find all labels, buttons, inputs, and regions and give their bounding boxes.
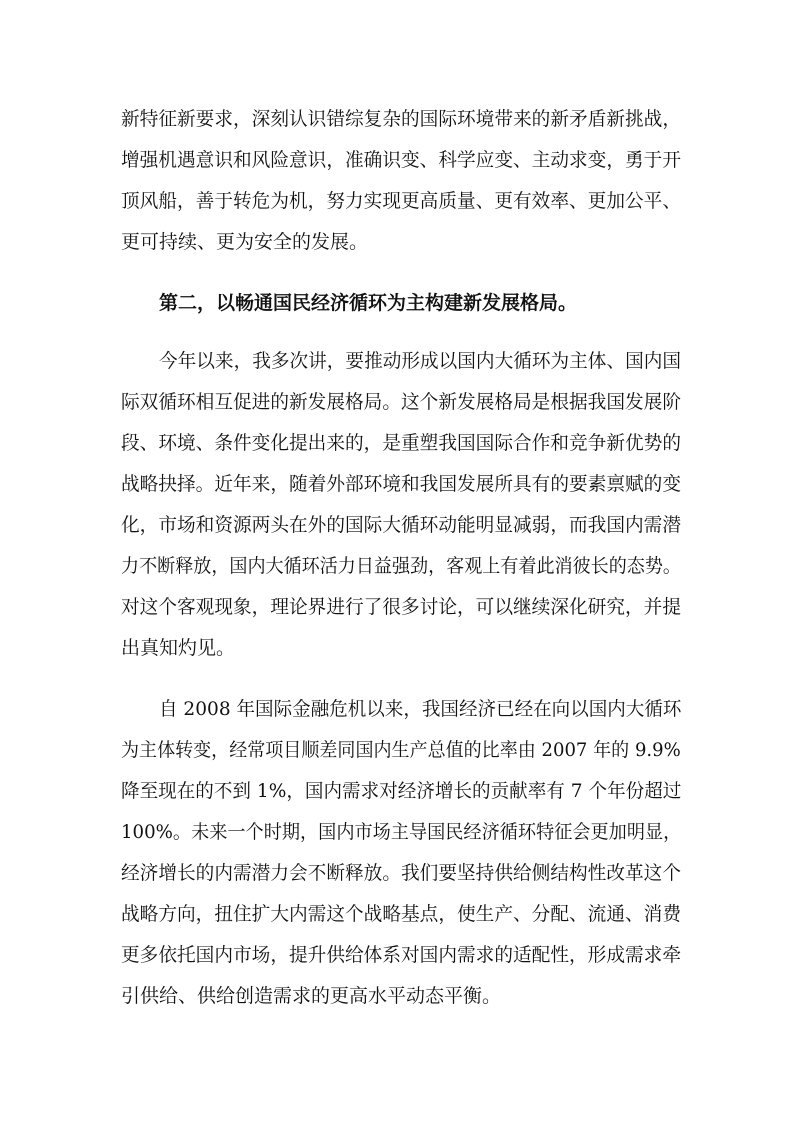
paragraph-3-line-4: 100%。未来一个时期，国内市场主导国民经济循环特征会更加明显， <box>121 821 682 843</box>
paragraph-2-line-7: 对这个客观现象，理论界进行了很多讨论，可以继续深化研究，并提 <box>121 596 682 618</box>
paragraph-1-line-3: 顶风船，善于转危为机，努力实现更高质量、更有效率、更加公平、 <box>121 190 682 212</box>
paragraph-1-line-1: 新特征新要求，深刻认识错综复杂的国际环境带来的新矛盾新挑战， <box>121 108 682 130</box>
paragraph-3-line-6: 战略方向，扭住扩大内需这个战略基点，使生产、分配、流通、消费 <box>121 903 682 925</box>
paragraph-2-line-1: 今年以来，我多次讲，要推动形成以国内大循环为主体、国内国 <box>159 350 682 372</box>
paragraph-3-line-8: 引供给、供给创造需求的更高水平动态平衡。 <box>121 985 502 1007</box>
paragraph-2-line-5: 化，市场和资源两头在外的国际大循环动能明显减弱，而我国内需潜 <box>121 514 682 536</box>
paragraph-2-line-3: 段、环境、条件变化提出来的，是重塑我国国际合作和竞争新优势的 <box>121 432 682 454</box>
paragraph-2-line-2: 际双循环相互促进的新发展格局。这个新发展格局是根据我国发展阶 <box>121 391 682 413</box>
paragraph-3-line-7: 更多依托国内市场，提升供给体系对国内需求的适配性，形成需求牵 <box>121 944 682 966</box>
paragraph-3-line-3: 降至现在的不到 1%，国内需求对经济增长的贡献率有 7 个年份超过 <box>121 780 682 802</box>
paragraph-3-line-5: 经济增长的内需潜力会不断释放。我们要坚持供给侧结构性改革这个 <box>121 862 682 884</box>
paragraph-1-line-2: 增强机遇意识和风险意识，准确识变、科学应变、主动求变，勇于开 <box>121 149 682 171</box>
paragraph-2-line-6: 力不断释放，国内大循环活力日益强劲，客观上有着此消彼长的态势。 <box>121 555 682 577</box>
paragraph-2-line-8: 出真知灼见。 <box>121 637 236 659</box>
paragraph-2-line-4: 战略抉择。近年来，随着外部环境和我国发展所具有的要素禀赋的变 <box>121 473 682 495</box>
paragraph-3-line-1: 自 2008 年国际金融危机以来，我国经济已经在向以国内大循环 <box>159 698 682 720</box>
section-heading-2: 第二，以畅通国民经济循环为主构建新发展格局。 <box>159 292 578 314</box>
paragraph-1-line-4: 更可持续、更为安全的发展。 <box>121 231 369 253</box>
paragraph-3-line-2: 为主体转变，经常项目顺差同国内生产总值的比率由 2007 年的 9.9% <box>121 739 681 761</box>
